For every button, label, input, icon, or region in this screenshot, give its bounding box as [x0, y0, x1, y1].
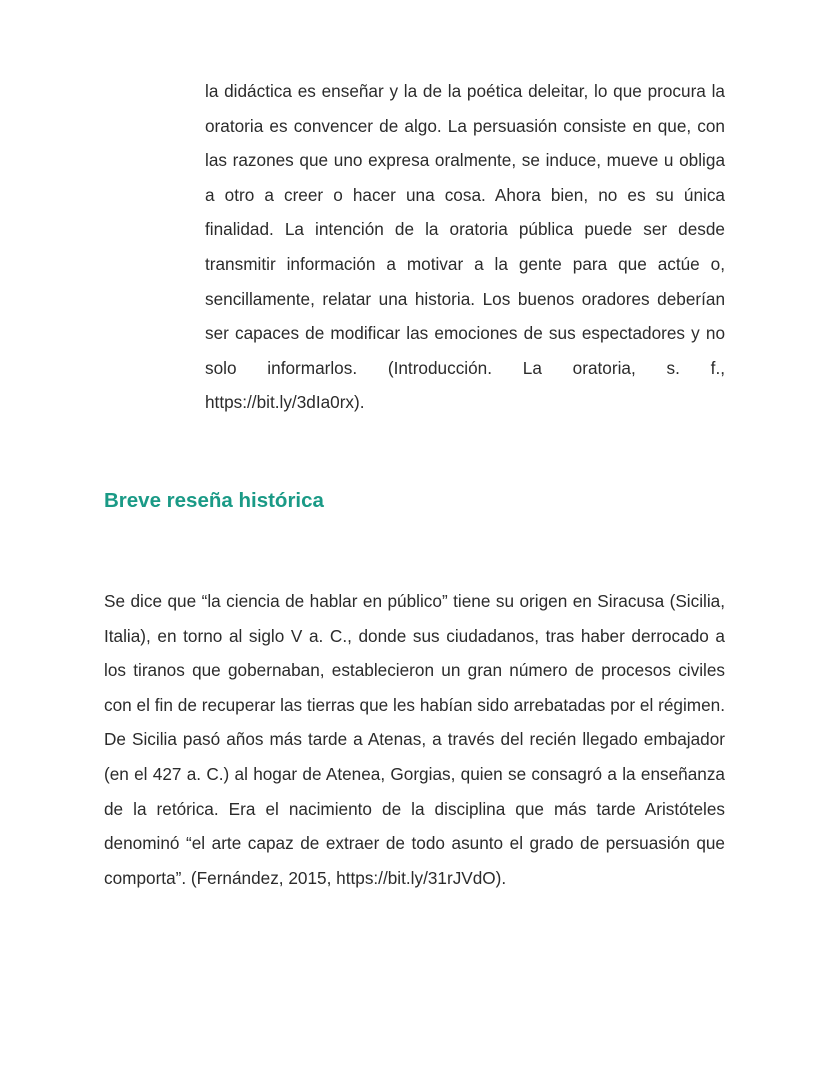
section-paragraph: Se dice que “la ciencia de hablar en público” tiene su origen en Siracusa (Sicilia, Italia), en torno al siglo V a. C., donde sus ciudadanos, tras haber derrocado a los tiranos que gobernaban, establecieron un gran número de procesos civiles con el fin de recuperar las tierras que les habían sido arrebatadas por el régimen. De Sicilia pasó años más tarde a Atenas, a través del recién llegado embajador (en el 427 a. C.) al hogar de Atenea, Gorgias, quien se consagró a la enseñanza de la retórica. Era el nacimiento de la disciplina que más tarde Aristóteles denominó “el arte capaz de extraer de todo asunto el grado de persuasión que comporta”. (Fernández, 2015, https://bit.ly/31rJVdO). — [104, 591, 725, 888]
block-quote: la didáctica es enseñar y la de la poética deleitar, lo que procura la oratoria es convencer de algo. La persuasión consiste en que, con las razones que uno expresa oralmente, se induce, mueve u obliga a otro a creer o hacer una cosa. Ahora bien, no es su única finalidad. La intención de la oratoria pública puede ser desde transmitir información a motivar a la gente para que actúe o, sencillamente, relatar una historia. Los buenos oradores deberían ser capaces de modificar las emociones de sus espectadores y no solo informarlos. (Introducción. La oratoria, s. f., https://bit.ly/3dIa0rx). — [205, 81, 725, 413]
section-heading: Breve reseña histórica — [104, 489, 324, 512]
